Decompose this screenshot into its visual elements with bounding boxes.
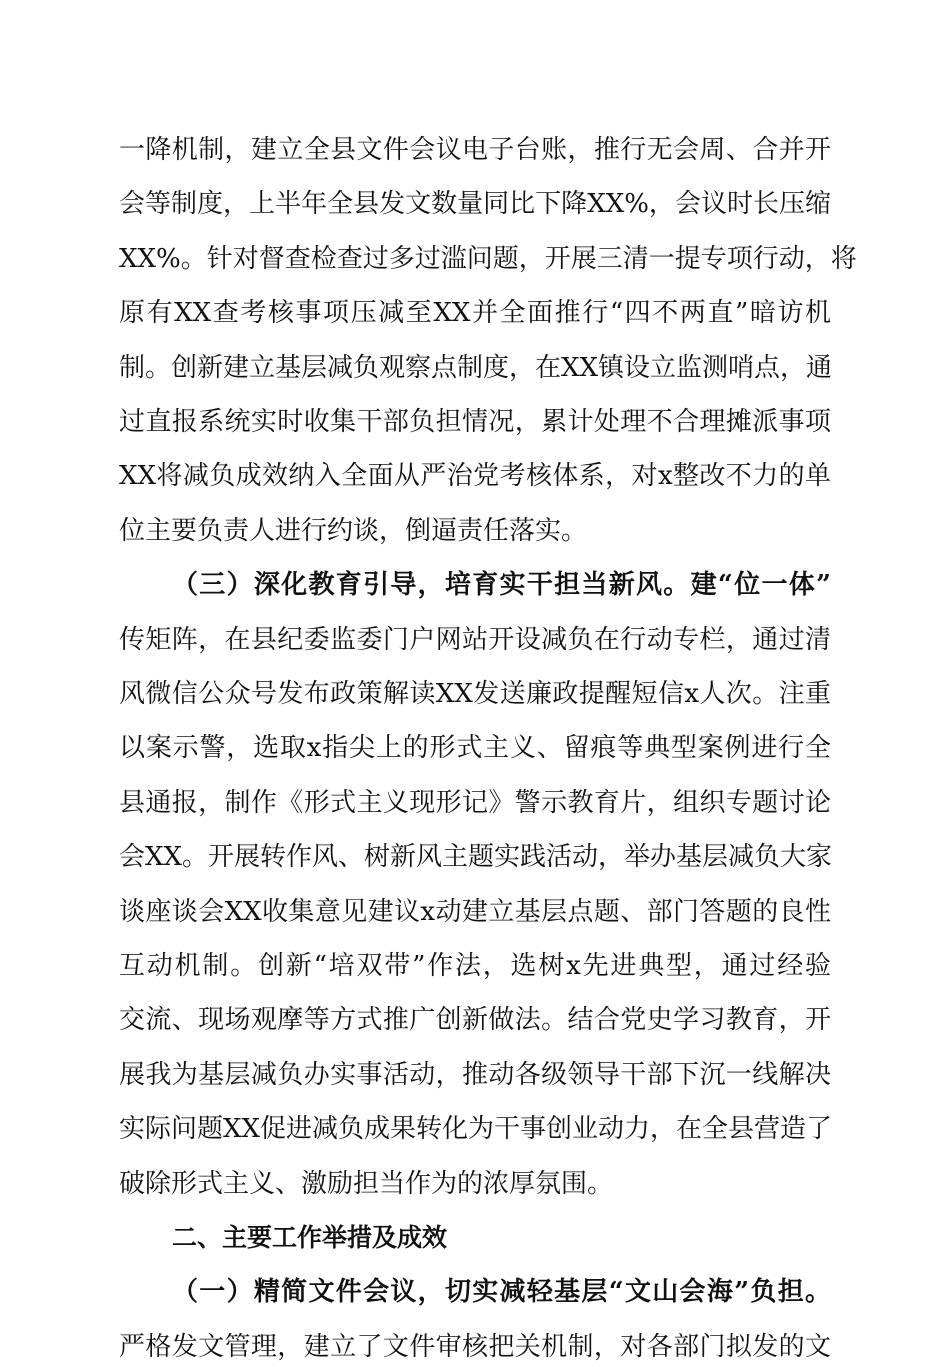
body-text-line: 实际问题XX促进减负成果转化为干事创业动力，在全县营造了 bbox=[119, 1114, 833, 1144]
subsection-heading-line: （一）精简文件会议，切实减轻基层“文山会海”负担。 bbox=[172, 1277, 831, 1307]
body-text-line: 位主要负责人进行约谈，倒逼责任落实。 bbox=[119, 516, 588, 546]
body-text-line: 传矩阵，在县纪委监委门户网站开设减负在行动专栏，通过清 bbox=[119, 625, 831, 655]
body-text-line: 以案示警，选取x指尖上的形式主义、留痕等典型案例进行全 bbox=[119, 733, 831, 763]
body-text-line: 会等制度，上半年全县发文数量同比下降XX%，会议时长压缩 bbox=[119, 189, 831, 219]
body-text-line: 互动机制。创新“培双带”作法，选树x先进典型，通过经验 bbox=[119, 951, 831, 981]
body-text-line: XX%。针对督查检查过多过滥问题，开展三清一提专项行动，将 bbox=[119, 244, 857, 274]
body-text-line: 交流、现场观摩等方式推广创新做法。结合党史学习教育，开 bbox=[119, 1005, 831, 1035]
body-text-line: 过直报系统实时收集干部负担情况，累计处理不合理摊派事项 bbox=[119, 407, 831, 437]
body-text-line: 一降机制，建立全县文件会议电子台账，推行无会周、合并开 bbox=[119, 135, 831, 165]
body-text-line: 原有XX查考核事项压减至XX并全面推行“四不两直”暗访机 bbox=[119, 298, 831, 328]
body-text-line: XX将减负成效纳入全面从严治党考核体系，对x整改不力的单 bbox=[119, 461, 831, 491]
body-text-line: 县通报，制作《形式主义现形记》警示教育片，组织专题讨论 bbox=[119, 788, 831, 818]
body-text-line: 严格发文管理，建立了文件审核把关机制，对各部门拟发的文 bbox=[119, 1332, 831, 1362]
body-text-line: 展我为基层减负办实事活动，推动各级领导干部下沉一线解决 bbox=[119, 1060, 831, 1090]
body-text-line: 会XX。开展转作风、树新风主题实践活动，举办基层减负大家 bbox=[119, 842, 833, 872]
body-text-line: 制。创新建立基层减负观察点制度，在XX镇设立监测哨点，通 bbox=[119, 353, 833, 383]
subsection-heading-line: （三）深化教育引导，培育实干担当新风。建“位一体” bbox=[172, 570, 831, 600]
body-text-line: 风微信公众号发布政策解读XX发送廉政提醒短信x人次。注重 bbox=[119, 679, 831, 709]
body-text-line: 谈座谈会XX收集意见建议x动建立基层点题、部门答题的良性 bbox=[119, 897, 831, 927]
body-text-line: 破除形式主义、激励担当作为的浓厚氛围。 bbox=[119, 1169, 614, 1199]
section-heading-line: 二、主要工作举措及成效 bbox=[172, 1223, 448, 1252]
